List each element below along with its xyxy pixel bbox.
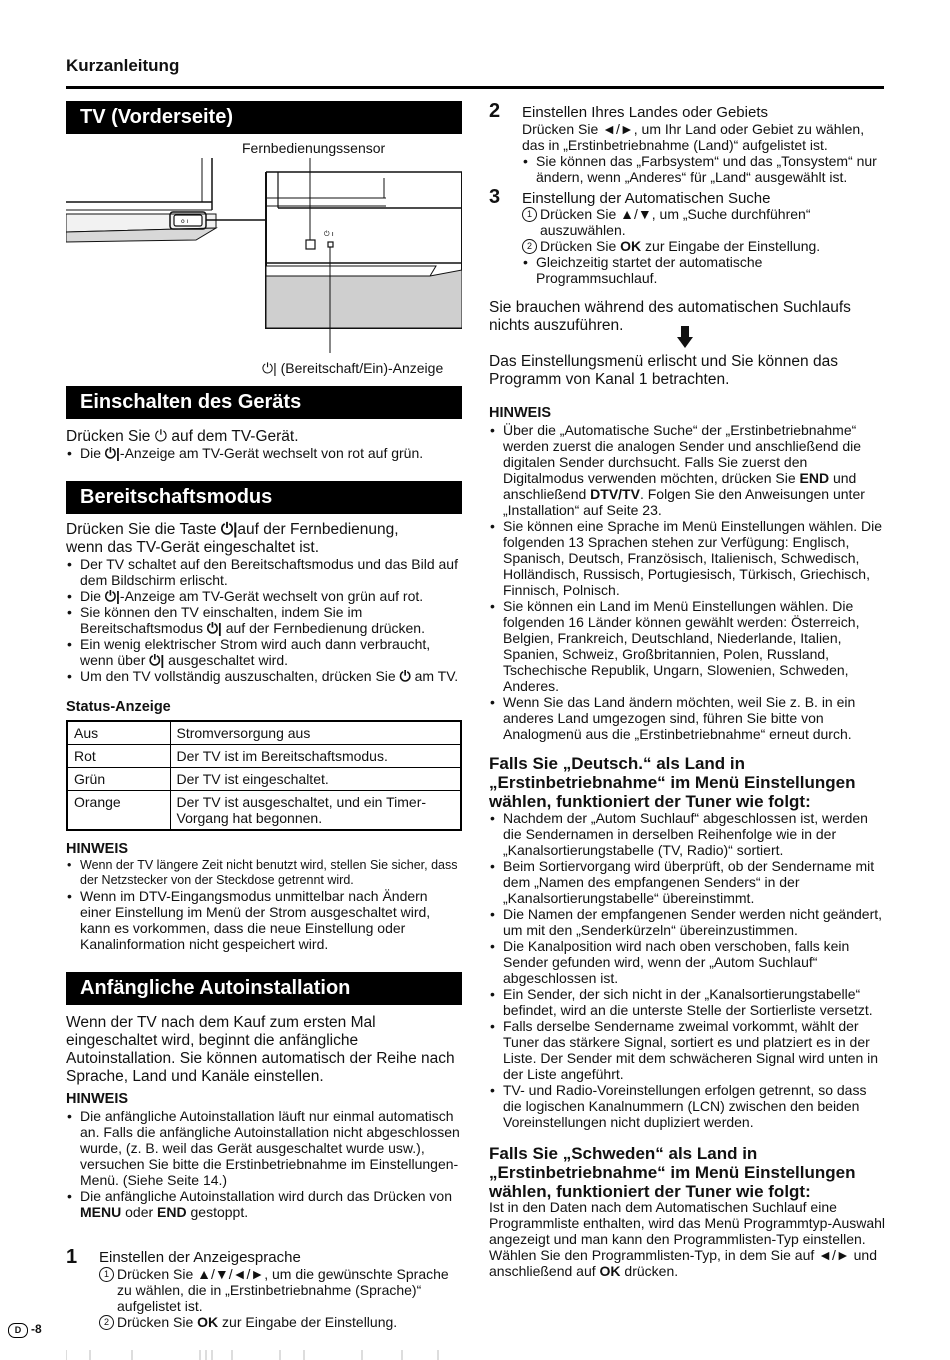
einschalten-bullet: • Die ⏻|-Anzeige am TV-Gerät wechselt von rot auf grün. bbox=[66, 445, 470, 461]
indicator-label: ⏻| (Bereitschaft/Ein)-Anzeige bbox=[262, 360, 444, 376]
list-item: • Wenn der TV längere Zeit nicht benutzt wird, stellen Sie sicher, dass der Netzstecker von der Steckdose getrennt wird. bbox=[66, 858, 462, 888]
step-number: 1 bbox=[66, 1246, 78, 1268]
power-icon: ⏻ bbox=[399, 668, 411, 684]
power-standby-icon: ⏻| bbox=[206, 620, 222, 636]
list-item: • TV- und Radio-Voreinstellungen erfolgen getrennt, so dass die logischen Kanalnummern (LCN) zwischen den beiden Voreinstellungen nicht dupliziert werden. bbox=[489, 1082, 887, 1130]
list-item: • Ein Sender, der sich nicht in der „Kanalsortierungstabelle“ befindet, wird an die unterste Stelle der Sortierliste versetzt. bbox=[489, 986, 887, 1018]
tv-front-illustration bbox=[66, 158, 462, 373]
list-item: • Beim Sortiervorgang wird überprüft, ob der Sendername mit dem „Namen des empfangenen Senders“ in der „Kanalsortierungstabelle“ übereinstimmt. bbox=[489, 858, 887, 906]
subsection-title-schweden: Falls Sie „Schweden“ als Land in „Erstinbetriebnahme“ im Menü Einstellungen wählen, funktioniert der Tuner wie folgt: bbox=[489, 1144, 856, 1201]
circled-two-icon: 2 bbox=[522, 239, 537, 254]
list-item: • Über die „Automatische Suche“ der „Erstinbetriebnahme“ werden zuerst die analogen Sender und anschließend die digitalen Sender durchsucht. Falls Sie zuerst den Digitalmodus verwenden möchten, drücken Sie END und anschließend DTV/TV. Folgen Sie den Anweisungen unter „Installation“ auf Seite 23. bbox=[489, 422, 887, 518]
list-item: 1 Drücken Sie ▲/▼, um „Suche durchführen“ auszuwählen. bbox=[522, 206, 887, 238]
list-item: • Die anfängliche Autoinstallation wird durch das Drücken von MENU oder END gestoppt. bbox=[66, 1188, 462, 1220]
table-row: Orange Der TV ist ausgeschaltet, und ein Timer-Vorgang hat begonnen. bbox=[67, 791, 461, 831]
table-row: Grün Der TV ist eingeschaltet. bbox=[67, 768, 461, 791]
list-item: • Nachdem der „Autom Suchlauf“ abgeschlossen ist, werden die Sendernamen in derselben Reihenfolge wie in der „Kanalsortierungstabelle (TV, Radio)“ sortiert. bbox=[489, 810, 887, 858]
bereitschaft-hinweis bbox=[66, 858, 462, 952]
step2-text: Drücken Sie ◄/►, um Ihr Land oder Gebiet zu wählen, das in „Erstinbetriebnahme (Land)“ aufgelistet ist. bbox=[522, 121, 865, 153]
deutsch-bullets bbox=[489, 810, 887, 1130]
schweden-body bbox=[489, 1199, 887, 1279]
list-item: • Der TV schaltet auf den Bereitschaftsmodus und das Bild auf dem Bildschirm erlischt. bbox=[66, 556, 462, 588]
language-badge: D bbox=[8, 1323, 28, 1338]
list-item: • Sie können den TV einschalten, indem Sie im Bereitschaftsmodus ⏻| auf der Fernbedienung drücken. bbox=[66, 604, 462, 636]
list-item: • Die Kanalposition wird nach oben verschoben, falls kein Sender gefunden wird, wenn der „Autom Suchlauf“ abgeschlossen ist. bbox=[489, 938, 887, 986]
sensor-label: Fernbedienungssensor bbox=[242, 140, 386, 156]
paragraph: Sie brauchen während des automatischen Suchlaufs nichts auszuführen. bbox=[489, 299, 851, 334]
bereitschaft-bullets bbox=[66, 556, 462, 684]
section-title-tv-front: TV (Vorderseite) bbox=[66, 101, 462, 134]
list-item: • Die ⏻|-Anzeige am TV-Gerät wechselt von grün auf rot. bbox=[66, 588, 462, 604]
list-item: 2 Drücken Sie OK zur Eingabe der Einstellung. bbox=[522, 238, 887, 254]
step2-title: Einstellen Ihres Landes oder Gebiets bbox=[522, 104, 768, 121]
hinweis-title: HINWEIS bbox=[489, 405, 552, 421]
step-number: 3 bbox=[489, 186, 501, 208]
status-title: Status-Anzeige bbox=[66, 699, 171, 715]
svg-text:o ı: o ı bbox=[181, 218, 189, 225]
list-item: • Sie können eine Sprache im Menü Einstellungen wählen. Die folgenden 13 Sprachen stehen zur Verfügung: Englisch, Spanisch, Deutsch, Französisch, Italienisch, Schwedisch, Holländisch, Russisch, Portugiesisch, Türkisch, Griechisch, Finnisch, Polnisch. bbox=[489, 518, 887, 598]
power-standby-icon: ⏻| bbox=[262, 360, 277, 376]
power-standby-icon: ⏻| bbox=[104, 445, 120, 461]
autoinstall-hinweis bbox=[66, 1108, 462, 1220]
list-item: • Sie können ein Land im Menü Einstellungen wählen. Die folgenden 16 Länder können gewählt werden: Österreich, Belgien, Frankreich, Deutschland, Niederlande, Italien, Spanien, Schweiz, Großbritannien, Polen, Russland, Tschechische Republik, Ungarn, Slowenien, Schweden, Anderes. bbox=[489, 598, 887, 694]
hinweis-title: HINWEIS bbox=[66, 841, 129, 857]
list-item: 1 Drücken Sie ▲/▼/◄/►, um die gewünschte Sprache zu wählen, die in „Erstinbetriebnahme (Sprache)“ aufgelistet ist. bbox=[99, 1266, 459, 1314]
power-icon: ⏻ bbox=[154, 428, 168, 445]
svg-text:⏻ ı: ⏻ ı bbox=[324, 230, 334, 238]
list-item: 2 Drücken Sie OK zur Eingabe der Einstellung. bbox=[99, 1314, 459, 1330]
power-standby-icon: ⏻| bbox=[104, 588, 120, 604]
paragraph: Ist in den Daten nach dem Automatischen Suchlauf eine Programmliste enthalten, wird das Menü Programmtyp-Auswahl angezeigt und man kann den Programmlisten-Typ einstellen. bbox=[489, 1199, 886, 1247]
step1-body bbox=[99, 1266, 459, 1330]
list-item: • Wenn Sie das Land ändern möchten, weil Sie z. B. in ein anderes Land umgezogen sind, führen Sie bitte von Analogmenü aus die „Erstinbetriebnahme“ erneut durch. bbox=[489, 694, 887, 742]
step3-body bbox=[522, 206, 887, 286]
list-item: • Sie können das „Farbsystem“ und das „Tonsystem“ nur ändern, wenn „Anderes“ für „Land“ ausgewählt ist. bbox=[522, 153, 887, 185]
header-rule bbox=[66, 86, 884, 89]
power-standby-icon: ⏻| bbox=[149, 652, 165, 668]
list-item: • Gleichzeitig startet der automatische Programmsuchlauf. bbox=[522, 254, 887, 286]
page-number: D -8 bbox=[8, 1322, 42, 1338]
list-item: • Ein wenig elektrischer Strom wird auch dann verbraucht, wenn über ⏻| ausgeschaltet wird. bbox=[66, 636, 462, 668]
list-item: • Um den TV vollständig auszuschalten, drücken Sie ⏻ am TV. bbox=[66, 668, 462, 684]
circled-two-icon: 2 bbox=[99, 1315, 114, 1330]
circled-one-icon: 1 bbox=[522, 207, 537, 222]
subsection-title-deutsch: Falls Sie „Deutsch.“ als Land in „Erstinbetriebnahme“ im Menü Einstellungen wählen, funktioniert der Tuner wie folgt: bbox=[489, 754, 856, 811]
hinweis-title: HINWEIS bbox=[66, 1091, 129, 1107]
table-row: Rot Der TV ist im Bereitschaftsmodus. bbox=[67, 745, 461, 768]
bereitschaft-instruction: Drücken Sie die Taste ⏻|auf der Fernbedienung, wenn das TV-Gerät eingeschaltet ist. bbox=[66, 521, 399, 556]
status-table bbox=[66, 720, 462, 831]
circled-one-icon: 1 bbox=[99, 1267, 114, 1282]
section-title-autoinstall: Anfängliche Autoinstallation bbox=[66, 972, 462, 1005]
step3-title: Einstellung der Automatischen Suche bbox=[522, 190, 771, 207]
crop-marks bbox=[66, 1350, 446, 1360]
list-item: • Die anfängliche Autoinstallation läuft nur einmal automatisch an. Falls die anfängliche Autoinstallation nicht abgeschlossen wurde, (z. B. weil das Gerät ausgeschaltet wurde usw.), versuchen Sie bitte die Erstinbetriebnahme im Einstellungen-Menü. (Siehe Seite 14.) bbox=[66, 1108, 462, 1188]
right-hinweis bbox=[489, 422, 887, 742]
section-title-bereitschaft: Bereitschaftsmodus bbox=[66, 481, 462, 514]
step-number: 2 bbox=[489, 100, 501, 122]
paragraph: Wählen Sie den Programmlisten-Typ, in dem Sie auf ◄/► und anschließend auf OK drücken. bbox=[489, 1247, 878, 1279]
section-title-einschalten: Einschalten des Geräts bbox=[66, 386, 462, 419]
list-item: • Wenn im DTV-Eingangsmodus unmittelbar nach Ändern einer Einstellung im Menü der Strom ausgeschaltet wird, kann es vorkommen, dass die neue Einstellung oder Kanalinformation nicht gespeichert wird. bbox=[66, 888, 462, 952]
einschalten-instruction: Drücken Sie ⏻ auf dem TV-Gerät. bbox=[66, 428, 299, 445]
table-row: Aus Stromversorgung aus bbox=[67, 721, 461, 745]
paragraph: Das Einstellungsmenü erlischt und Sie können das Programm von Kanal 1 betrachten. bbox=[489, 353, 838, 388]
power-standby-icon: ⏻| bbox=[220, 521, 238, 538]
step2-body bbox=[522, 121, 887, 185]
list-item: • Die Namen der empfangenen Sender werden nicht geändert, um mit den „Senderkürzeln“ übereinzustimmen. bbox=[489, 906, 887, 938]
list-item: • Falls derselbe Sendername zweimal vorkommt, wählt der Tuner das stärkere Signal, sortiert es und platziert es in der Liste. Der Sender mit dem schwächeren Signal wird unten in der Liste angeführt. bbox=[489, 1018, 887, 1082]
page-header: Kurzanleitung bbox=[66, 56, 180, 75]
arrow-down-icon bbox=[677, 326, 693, 348]
autoinstall-intro: Wenn der TV nach dem Kauf zum ersten Mal eingeschaltet wird, beginnt die anfängliche Autoinstallation. Sie können automatisch der Reihe nach Sprache, Land und Kanäle einstellen. bbox=[66, 1014, 455, 1085]
step1-title: Einstellen der Anzeigesprache bbox=[99, 1249, 301, 1266]
